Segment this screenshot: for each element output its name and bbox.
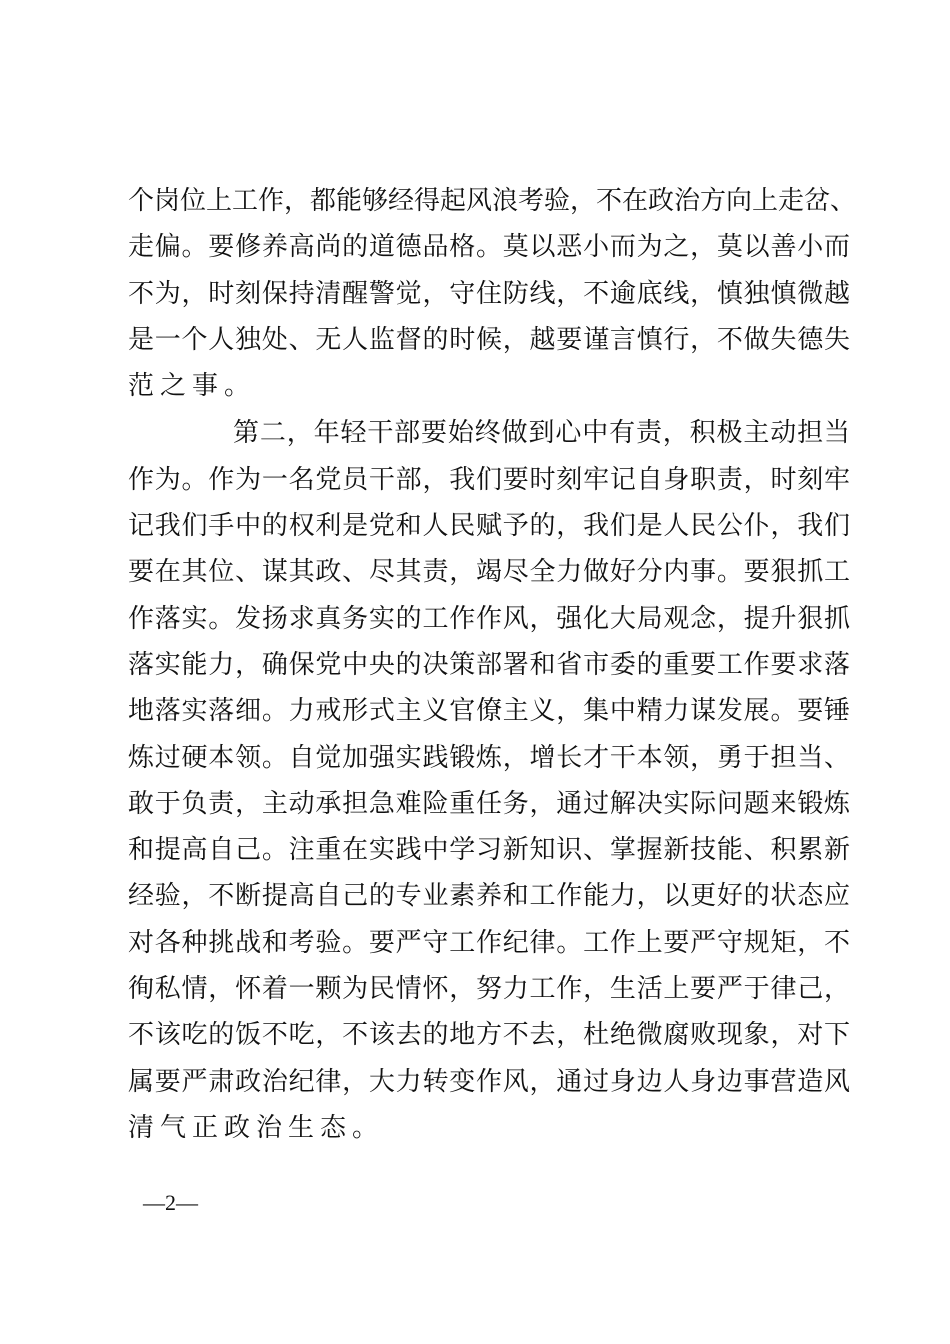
- text-line: 敢于负责，主动承担急难险重任务，通过解决实际问题来锻炼: [128, 788, 850, 819]
- text-line: 经验，不断提高自己的专业素养和工作能力，以更好的状态应: [128, 881, 850, 912]
- text-line: 和提高自己。注重在实践中学习新知识、掌握新技能、积累新: [128, 835, 850, 866]
- text-line: 不该吃的饭不吃，不该去的地方不去，杜绝微腐败现象，对下: [128, 1020, 850, 1051]
- text-line: 记我们手中的权利是党和人民赋予的，我们是人民公仆，我们: [128, 511, 850, 542]
- text-line: 对各种挑战和考验。要严守工作纪律。工作上要严守规矩，不: [128, 927, 850, 958]
- text-line: 走偏。要修养高尚的道德品格。莫以恶小而为之，莫以善小而: [128, 232, 850, 263]
- text-line: 要在其位、谋其政、尽其责，竭尽全力做好分内事。要狠抓工: [128, 557, 850, 588]
- paragraph-2: [128, 410, 850, 1151]
- page-number: —2—: [143, 1190, 198, 1215]
- text-line: 炼过硬本领。自觉加强实践锻炼，增长才干本领，勇于担当、: [128, 742, 850, 773]
- text-line: 第二，年轻干部要始终做到心中有责，积极主动担当: [233, 418, 850, 449]
- text-line: 徇私情，怀着一颗为民情怀，努力工作，生活上要严于律己，: [128, 974, 850, 1005]
- text-line: 落实能力，确保党中央的决策部署和省市委的重要工作要求落: [128, 649, 850, 680]
- text-line: 地落实落细。力戒形式主义官僚主义，集中精力谋发展。要锤: [128, 696, 850, 727]
- paragraph-1: [128, 178, 857, 409]
- text-line: 作落实。发扬求真务实的工作作风，强化大局观念，提升狠抓: [128, 603, 850, 634]
- text-line: 范之事。: [128, 371, 257, 402]
- text-line: 清气正政治生态。: [128, 1112, 385, 1143]
- text-line: 作为。作为一名党员干部，我们要时刻牢记自身职责，时刻牢: [128, 464, 850, 495]
- text-line: 是一个人独处、无人监督的时候，越要谨言慎行，不做失德失: [128, 324, 850, 355]
- text-line: 个岗位上工作，都能够经得起风浪考验，不在政治方向上走岔、: [128, 186, 857, 216]
- text-line: 不为，时刻保持清醒警觉，守住防线，不逾底线，慎独慎微越: [128, 278, 850, 309]
- document-body: [128, 178, 857, 1151]
- text-line: 属要严肃政治纪律，大力转变作风，通过身边人身边事营造风: [128, 1066, 850, 1097]
